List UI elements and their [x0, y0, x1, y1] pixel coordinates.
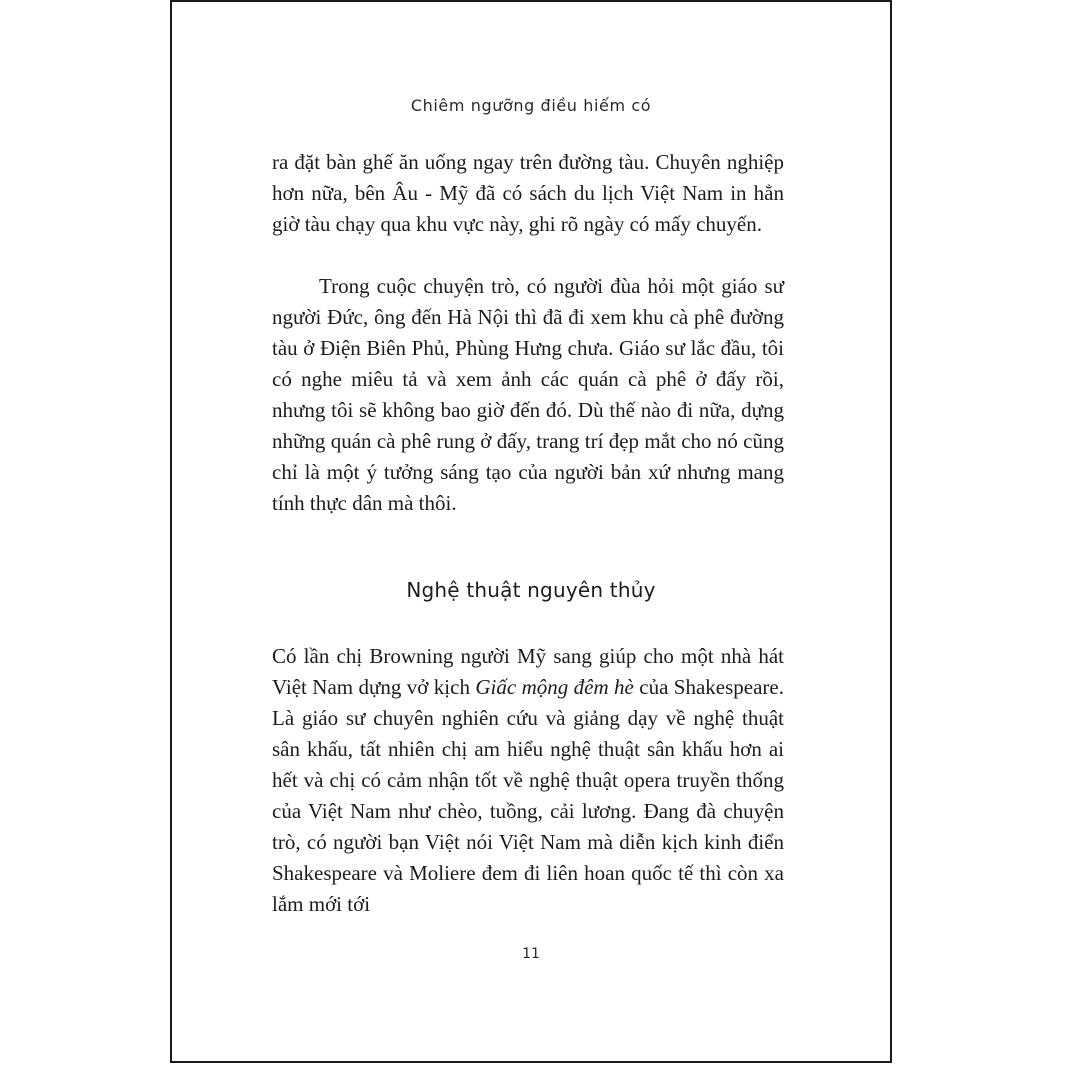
- running-header: Chiêm ngưỡng điều hiếm có: [410, 96, 652, 115]
- paragraph-text: ra đặt bàn ghế ăn uống ngay trên đường tàu. Chuyên nghiệp hơn nữa, bên Âu - Mỹ đã có sách du lịch Việt Nam in hẳn giờ tàu chạy qua khu vực này, ghi rõ ngày có mấy chuyến.: [272, 150, 784, 236]
- paragraph-browning: [272, 641, 784, 920]
- book-page: [170, 0, 892, 1063]
- paragraph-professor: [272, 271, 784, 519]
- paragraph-text-start: Có lần chị Browning người Mỹ sang giúp cho một nhà hát Việt Nam dựng vở kịch: [272, 644, 784, 699]
- paragraph-text: [272, 641, 784, 920]
- paragraph-continuation: [272, 147, 784, 240]
- paragraph-text: Trong cuộc chuyện trò, có người đùa hỏi một giáo sư người Đức, ông đến Hà Nội thì đã đi xem khu cà phê đường tàu ở Điện Biên Phủ, Phùng Hưng chưa. Giáo sư lắc đầu, tôi có nghe miêu tả và xem ảnh các quán cà phê ở đấy rồi, nhưng tôi sẽ không bao giờ đến đó. Dù thế nào đi nữa, dựng những quán cà phê rung ở đấy, trang trí đẹp mắt cho nó cũng chỉ là một ý tưởng sáng tạo của người bản xứ nhưng mang tính thực dân mà thôi.: [272, 274, 784, 515]
- paragraph-text-end: của Shakespeare. Là giáo sư chuyên nghiên cứu và giảng dạy về nghệ thuật sân khấu, tất nhiên chị am hiểu nghệ thuật sân khấu hơn ai hết và chị có cảm nhận tốt về nghệ thuật opera truyền thống của Việt Nam như chèo, tuồng, cải lương. Đang đà chuyện trò, có người bạn Việt nói Việt Nam mà diễn kịch kinh điển Shakespeare và Moliere đem đi liên hoan quốc tế thì còn xa lắm mới tới: [272, 675, 784, 916]
- section-heading: Nghệ thuật nguyên thủy: [406, 578, 656, 602]
- play-title: Giấc mộng đêm hè: [475, 675, 634, 699]
- page-number: 11: [522, 946, 540, 962]
